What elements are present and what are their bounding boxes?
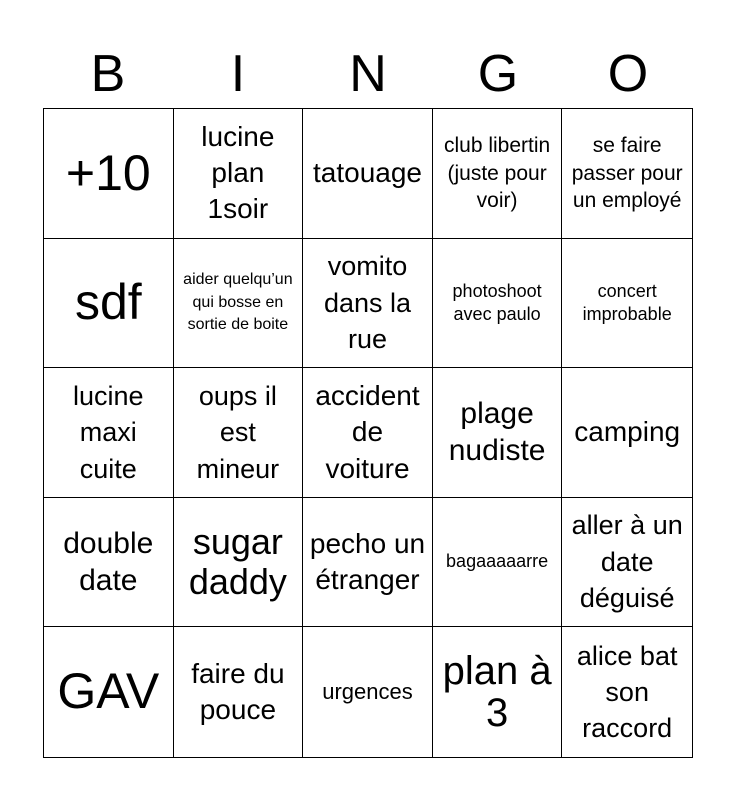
bingo-cell-r2c2[interactable]	[174, 239, 304, 369]
cell-text: sdf	[74, 274, 142, 331]
bingo-cell-r1c4[interactable]	[433, 109, 563, 239]
bingo-cell-r1c5[interactable]	[562, 109, 692, 239]
cell-text: tatouage	[312, 157, 422, 189]
cell-text: pecho un étranger	[309, 527, 426, 596]
bingo-cell-r4c3[interactable]	[303, 498, 433, 628]
bingo-board	[43, 108, 693, 758]
cell-text: plan à 3	[442, 649, 552, 736]
cell-text: double date	[63, 526, 154, 598]
bingo-cell-r4c5[interactable]	[562, 498, 692, 628]
bingo-cell-r5c4[interactable]	[433, 627, 563, 757]
bingo-cell-r2c5[interactable]	[562, 239, 692, 369]
bingo-cell-r5c5[interactable]	[562, 627, 692, 757]
bingo-cell-r4c2[interactable]	[174, 498, 304, 628]
cell-text: bagaaaaarre	[446, 551, 549, 572]
cell-text: +10	[65, 144, 151, 201]
cell-text: club libertin (juste pour voir)	[443, 134, 551, 212]
bingo-cell-r2c1[interactable]	[44, 239, 174, 369]
bingo-cell-r3c2[interactable]	[174, 368, 304, 498]
header-letter-n: N	[349, 45, 387, 103]
cell-text: lucine plan 1soir	[201, 120, 275, 225]
bingo-cell-r5c2[interactable]	[174, 627, 304, 757]
bingo-cell-r1c3[interactable]	[303, 109, 433, 239]
bingo-cell-r2c4[interactable]	[433, 239, 563, 369]
header-letter-i: I	[230, 45, 246, 103]
cell-text: GAV	[57, 663, 160, 720]
cell-text: plage nudiste	[448, 396, 546, 468]
bingo-cell-r3c5[interactable]	[562, 368, 692, 498]
bingo-cell-r5c3[interactable]	[303, 627, 433, 757]
cell-text: accident de voiture	[315, 379, 420, 484]
bingo-cell-r1c2[interactable]	[174, 109, 304, 239]
cell-text: photoshoot avec paulo	[452, 280, 542, 324]
bingo-cell-r4c4[interactable]	[433, 498, 563, 628]
header-letter-g: G	[477, 45, 519, 103]
bingo-cell-r1c1[interactable]	[44, 109, 174, 239]
cell-text: aller à un date déguisé	[571, 510, 683, 614]
bingo-cell-r3c4[interactable]	[433, 368, 563, 498]
bingo-cell-r5c1[interactable]	[44, 627, 174, 757]
bingo-header	[43, 40, 693, 108]
cell-text: oups il est mineur	[196, 380, 280, 484]
cell-text: alice bat son raccord	[576, 640, 678, 744]
cell-text: urgences	[322, 678, 413, 704]
cell-text: aider quelqu’un qui bosse en sortie de boite	[183, 271, 293, 334]
header-letter-b: B	[90, 45, 126, 103]
header-letter-o: O	[607, 45, 649, 103]
cell-text: faire du pouce	[191, 657, 285, 726]
bingo-cell-r4c1[interactable]	[44, 498, 174, 628]
cell-text: sugar daddy	[188, 520, 287, 603]
cell-text: concert improbable	[582, 280, 672, 324]
bingo-cell-r2c3[interactable]	[303, 239, 433, 369]
bingo-cell-r3c3[interactable]	[303, 368, 433, 498]
cell-text: camping	[574, 416, 681, 448]
cell-text: lucine maxi cuite	[73, 380, 144, 484]
cell-text: se faire passer pour un employé	[571, 134, 683, 212]
cell-text: vomito dans la rue	[323, 251, 412, 355]
bingo-cell-r3c1[interactable]	[44, 368, 174, 498]
